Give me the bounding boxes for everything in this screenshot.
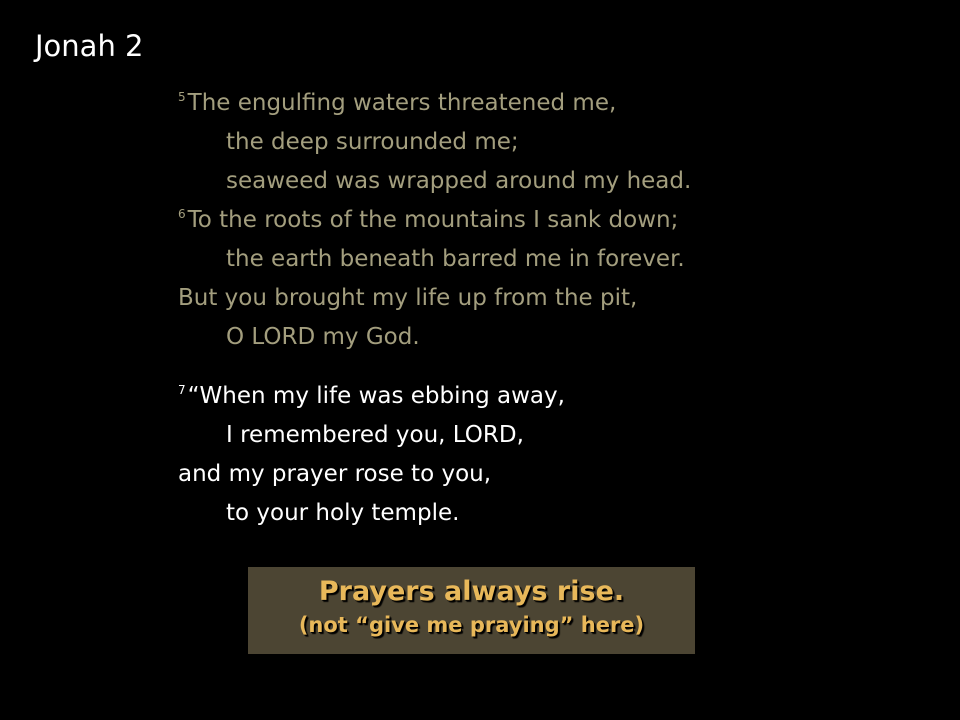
slide-title: Jonah 2 xyxy=(35,29,144,63)
verse-text: the earth beneath barred me in forever. xyxy=(226,246,685,272)
callout-headline: Prayers always rise. xyxy=(318,576,625,607)
verse-text: But you brought my life up from the pit, xyxy=(178,285,638,311)
verse-number: 7 xyxy=(178,383,186,398)
verse-number: 6 xyxy=(178,207,186,222)
verse-text: The engulfing waters threatened me, xyxy=(187,90,617,116)
verse-text: to your holy temple. xyxy=(226,500,460,526)
verse-line xyxy=(178,162,938,201)
verse-text: O LORD my God. xyxy=(226,324,420,350)
verse-line xyxy=(178,455,938,494)
verse-text: To the roots of the mountains I sank down; xyxy=(187,207,679,233)
passage-block-2 xyxy=(178,377,938,533)
verse-line xyxy=(178,240,938,279)
block-spacer xyxy=(178,357,938,377)
verse-line xyxy=(178,494,938,533)
verse-text: “When my life was ebbing away, xyxy=(187,383,565,409)
verse-line xyxy=(178,201,938,240)
passage-block-1 xyxy=(178,84,938,357)
verse-line xyxy=(178,84,938,123)
verse-number: 5 xyxy=(178,90,186,105)
verse-line xyxy=(178,416,938,455)
callout-subline: (not “give me praying” here) xyxy=(298,613,645,637)
verse-line xyxy=(178,377,938,416)
verse-line xyxy=(178,318,938,357)
verse-text: the deep surrounded me; xyxy=(226,129,519,155)
scripture-passage xyxy=(178,84,938,533)
verse-text: seaweed was wrapped around my head. xyxy=(226,168,692,194)
verse-text: I remembered you, LORD, xyxy=(226,422,524,448)
callout-box xyxy=(248,567,695,654)
verse-text: and my prayer rose to you, xyxy=(178,461,492,487)
verse-line xyxy=(178,123,938,162)
verse-line xyxy=(178,279,938,318)
